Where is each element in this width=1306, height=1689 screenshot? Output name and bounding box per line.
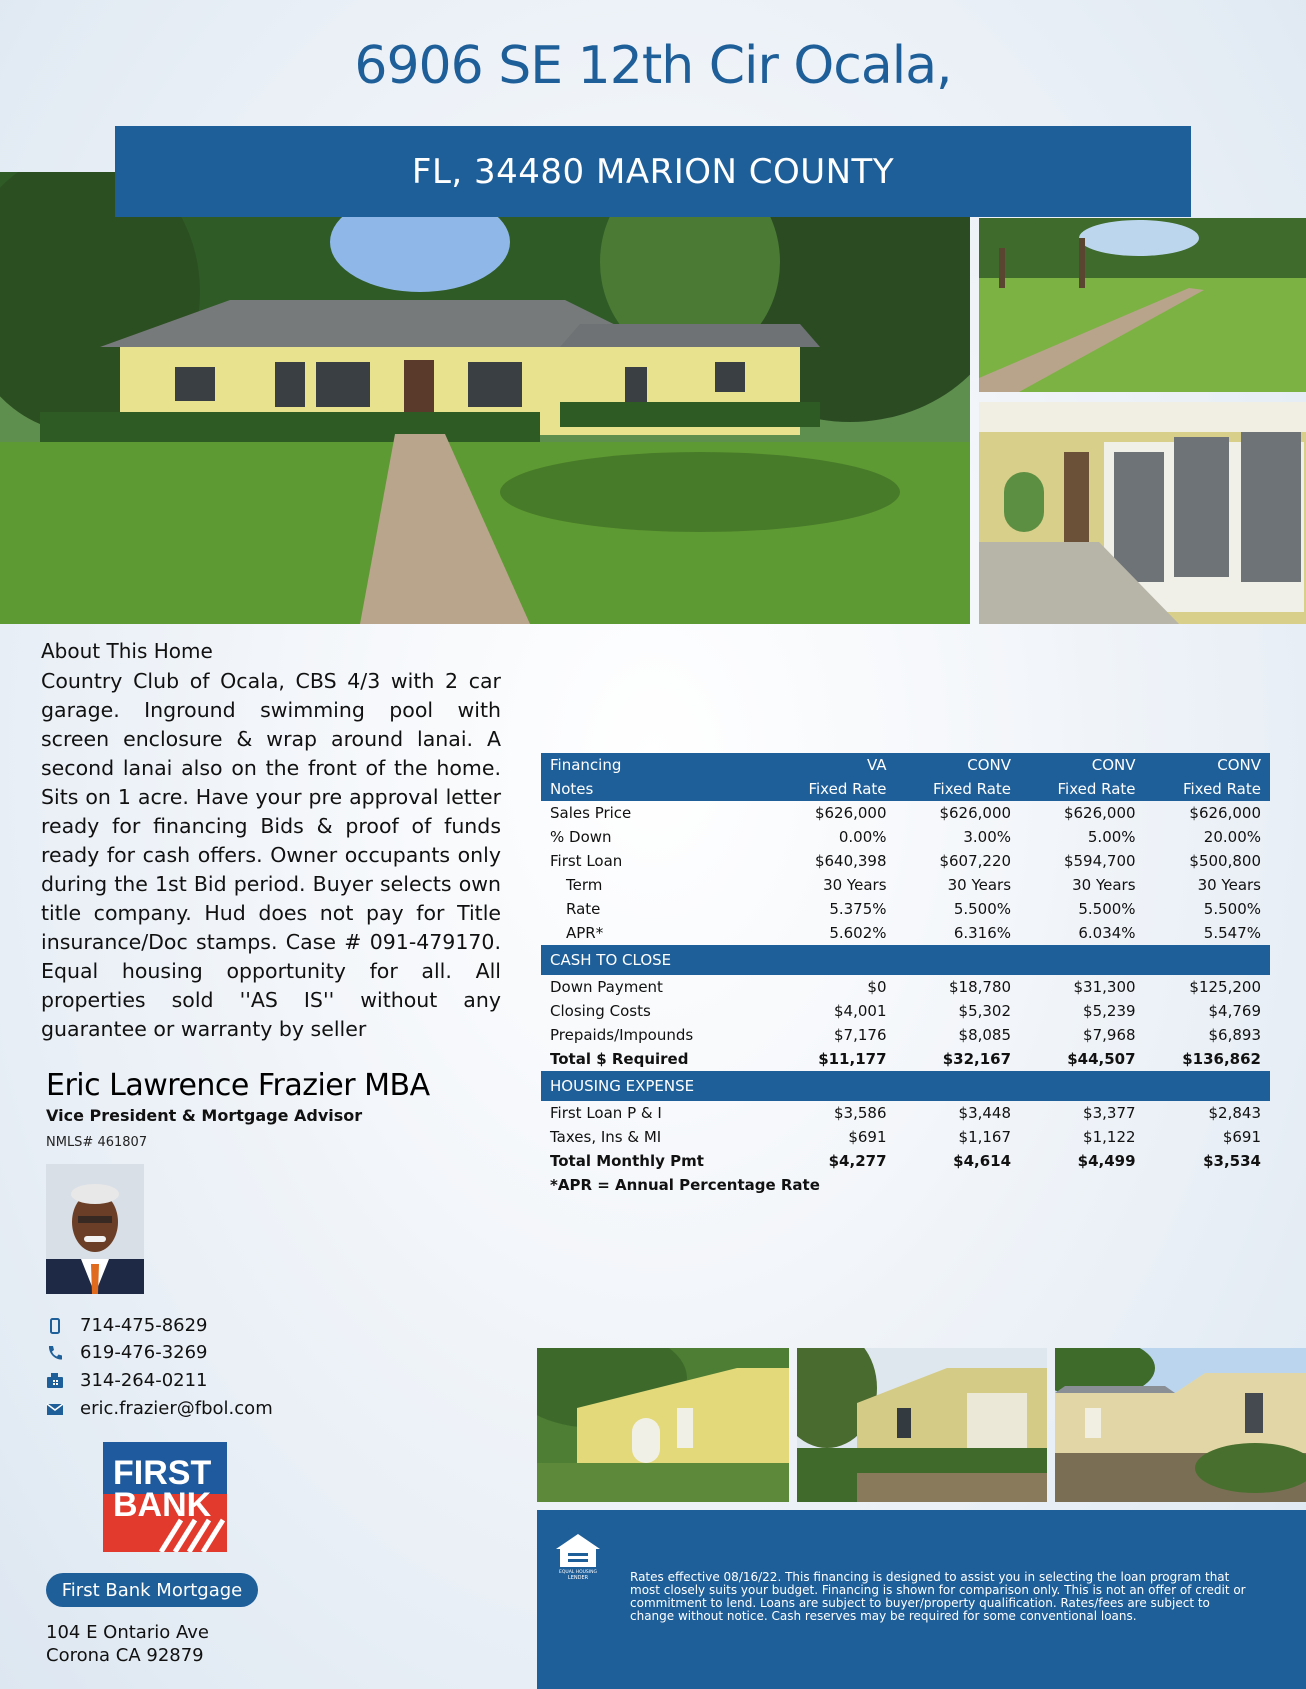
email-link[interactable]: eric.frazier@fbol.com <box>80 1398 273 1419</box>
walkway-photo <box>979 218 1306 392</box>
table-cell: VA <box>771 753 896 777</box>
table-cell: Fixed Rate <box>1020 777 1145 801</box>
table-cell: $0 <box>867 978 887 996</box>
table-row <box>541 1125 1270 1149</box>
table-cell: $6,893 <box>1208 1026 1261 1044</box>
total-monthly-row <box>541 1149 1270 1173</box>
row-label: Taxes, Ins & MI <box>550 1128 662 1146</box>
bank-name: First Bank Mortgage <box>61 1579 243 1601</box>
table-cell: $607,220 <box>939 852 1012 870</box>
table-cell: $691 <box>1222 1128 1261 1146</box>
table-cell: $626,000 <box>1189 804 1261 822</box>
table-cell: $500,800 <box>1189 852 1261 870</box>
table-cell: 20.00% <box>1203 828 1261 846</box>
subtitle-band <box>115 126 1191 217</box>
table-cell: CONV <box>1020 753 1145 777</box>
table-cell: 5.500% <box>1203 900 1261 918</box>
subtitle-text: FL, 34480 MARION COUNTY <box>411 151 895 192</box>
contact-row-mobile <box>46 1315 208 1336</box>
table-row <box>541 897 1270 921</box>
table-row <box>541 825 1270 849</box>
table-cell: 5.602% <box>829 924 887 942</box>
email-icon <box>46 1400 64 1418</box>
table-cell: $5,239 <box>1083 1002 1136 1020</box>
bank-address-line1: 104 E Ontario Ave <box>46 1622 209 1643</box>
table-cell: $4,277 <box>828 1152 887 1170</box>
table-cell: $7,968 <box>1083 1026 1136 1044</box>
table-cell: $691 <box>848 1128 887 1146</box>
page-title: 6906 SE 12th Cir Ocala, <box>354 36 952 96</box>
porch-photo <box>979 402 1306 624</box>
table-row <box>541 849 1270 873</box>
apr-note: *APR = Annual Percentage Rate <box>550 1176 820 1194</box>
table-cell: $626,000 <box>939 804 1012 822</box>
logo-text-first: FIRST <box>113 1454 212 1492</box>
table-cell: 30 Years <box>947 876 1012 894</box>
row-label: Closing Costs <box>550 1002 651 1020</box>
table-cell: $31,300 <box>1073 978 1136 996</box>
table-cell: $7,176 <box>834 1026 887 1044</box>
section-header-label: CASH TO CLOSE <box>541 945 1270 975</box>
row-label: First Loan P & I <box>550 1104 662 1122</box>
advisor-name: Eric Lawrence Frazier MBA <box>46 1068 430 1103</box>
equal-housing-lender-icon <box>553 1531 603 1581</box>
table-cell: $4,499 <box>1077 1152 1136 1170</box>
table-cell: CONV <box>896 753 1021 777</box>
apr-note-row <box>541 1173 1270 1197</box>
table-cell: 5.00% <box>1087 828 1136 846</box>
row-label: Total Monthly Pmt <box>550 1152 704 1170</box>
row-label: Sales Price <box>550 804 632 822</box>
advisor-nmls: NMLS# 461807 <box>46 1135 148 1150</box>
table-cell: 6.316% <box>953 924 1012 942</box>
table-cell: 5.500% <box>953 900 1012 918</box>
table-cell: $626,000 <box>814 804 887 822</box>
table-cell: $44,507 <box>1067 1050 1136 1068</box>
row-label: Prepaids/Impounds <box>550 1026 694 1044</box>
row-label: Term <box>566 876 603 894</box>
table-cell: 30 Years <box>823 876 887 894</box>
table-cell: $3,377 <box>1083 1104 1136 1122</box>
table-cell: Fixed Rate <box>1145 777 1270 801</box>
contact-row-phone <box>46 1342 208 1363</box>
side-house-photo-3 <box>1055 1348 1306 1502</box>
fax-number[interactable]: 314-264-0211 <box>80 1370 208 1391</box>
row-label: APR* <box>566 924 604 942</box>
row-label: First Loan <box>550 852 623 870</box>
contact-row-email <box>46 1398 273 1419</box>
contact-row-fax <box>46 1370 208 1391</box>
phone-icon <box>46 1344 64 1362</box>
table-cell: 5.375% <box>829 900 887 918</box>
advisor-portrait <box>46 1164 144 1294</box>
table-cell: $3,448 <box>958 1104 1012 1122</box>
table-header-row <box>541 753 1270 777</box>
table-cell: 5.547% <box>1203 924 1261 942</box>
section-cash-to-close <box>541 945 1270 975</box>
table-cell: $125,200 <box>1189 978 1261 996</box>
section-header-label: HOUSING EXPENSE <box>541 1071 1270 1101</box>
about-description: Country Club of Ocala, CBS 4/3 with 2 car garage. Inground swimming pool with screen enclosure & wrap around lanai. A second lanai also on the front of the home. Sits on 1 acre. Have your pre approval letter ready for financing Bids & proof of funds ready for cash offers. Owner occupants only during the 1st Bid period. Buyer selects own title company. Hud does not pay for Title insurance/Doc stamps. Case # 091-479170. Equal housing opportunity for all. All properties sold ''AS IS'' without any guarantee or warranty by seller <box>41 669 501 1041</box>
table-cell: $1,122 <box>1083 1128 1136 1146</box>
section-housing-expense <box>541 1071 1270 1101</box>
table-cell: 5.500% <box>1078 900 1136 918</box>
phone-link[interactable]: 619-476-3269 <box>80 1342 208 1363</box>
first-bank-logo <box>103 1442 227 1552</box>
row-label: Total $ Required <box>550 1050 689 1068</box>
table-cell: $2,843 <box>1208 1104 1261 1122</box>
row-label: Down Payment <box>550 978 663 996</box>
eho-text-line1: EQUAL HOUSING <box>559 1570 597 1575</box>
table-cell: Fixed Rate <box>896 777 1021 801</box>
fax-icon <box>46 1372 64 1390</box>
row-label: % Down <box>550 828 612 846</box>
table-row <box>541 1023 1270 1047</box>
table-cell: $1,167 <box>958 1128 1012 1146</box>
table-cell: CONV <box>1145 753 1270 777</box>
table-cell: 3.00% <box>963 828 1012 846</box>
table-cell: Fixed Rate <box>771 777 896 801</box>
table-cell: $3,534 <box>1203 1152 1261 1170</box>
bank-address-line2: Corona CA 92879 <box>46 1645 204 1666</box>
table-cell: $626,000 <box>1063 804 1136 822</box>
table-cell: $4,769 <box>1208 1002 1261 1020</box>
total-required-row <box>541 1047 1270 1071</box>
table-cell: 30 Years <box>1197 876 1261 894</box>
about-heading: About This Home <box>41 639 213 663</box>
table-cell: 6.034% <box>1078 924 1136 942</box>
row-label: Rate <box>566 900 601 918</box>
main-house-photo <box>0 172 970 624</box>
side-house-photo-2 <box>797 1348 1047 1502</box>
table-cell: $4,001 <box>834 1002 887 1020</box>
bank-name-badge[interactable] <box>46 1573 258 1607</box>
table-cell: $32,167 <box>942 1050 1012 1068</box>
table-cell: $5,302 <box>958 1002 1012 1020</box>
table-cell: $4,614 <box>953 1152 1012 1170</box>
financing-table <box>541 753 1270 1197</box>
mobile-phone-icon <box>46 1317 64 1335</box>
table-cell: $11,177 <box>818 1050 887 1068</box>
table-cell: $8,085 <box>958 1026 1012 1044</box>
disclaimer-text: Rates effective 08/16/22. This financing is designed to assist you in selecting the loan program that most closely suits your budget. Financing is shown for comparison only. This is not an offer of credit or commitment to lend. Loans are subject to buyer/property qualification. Rates/fees are subject to change without notice. Cash reserves may be required for some conventional loans. <box>630 1570 1246 1623</box>
table-cell: $594,700 <box>1063 852 1136 870</box>
side-house-photo-1 <box>537 1348 789 1502</box>
table-cell: $136,862 <box>1182 1050 1261 1068</box>
table-cell: $3,586 <box>834 1104 887 1122</box>
table-cell: 30 Years <box>1072 876 1136 894</box>
table-row <box>541 873 1270 897</box>
table-row <box>541 999 1270 1023</box>
logo-text-bank: BANK <box>113 1486 212 1524</box>
advisor-title: Vice President & Mortgage Advisor <box>46 1106 363 1125</box>
eho-text-line2: LENDER <box>567 1575 589 1581</box>
table-row <box>541 801 1270 825</box>
table-cell: 0.00% <box>838 828 887 846</box>
table-cell: $18,780 <box>949 978 1012 996</box>
table-row <box>541 975 1270 999</box>
row-label: Financing <box>541 753 771 777</box>
table-row <box>541 921 1270 945</box>
mobile-phone-link[interactable]: 714-475-8629 <box>80 1315 208 1336</box>
table-row <box>541 1101 1270 1125</box>
table-header-row <box>541 777 1270 801</box>
row-label: Notes <box>541 777 771 801</box>
table-cell: $640,398 <box>814 852 887 870</box>
